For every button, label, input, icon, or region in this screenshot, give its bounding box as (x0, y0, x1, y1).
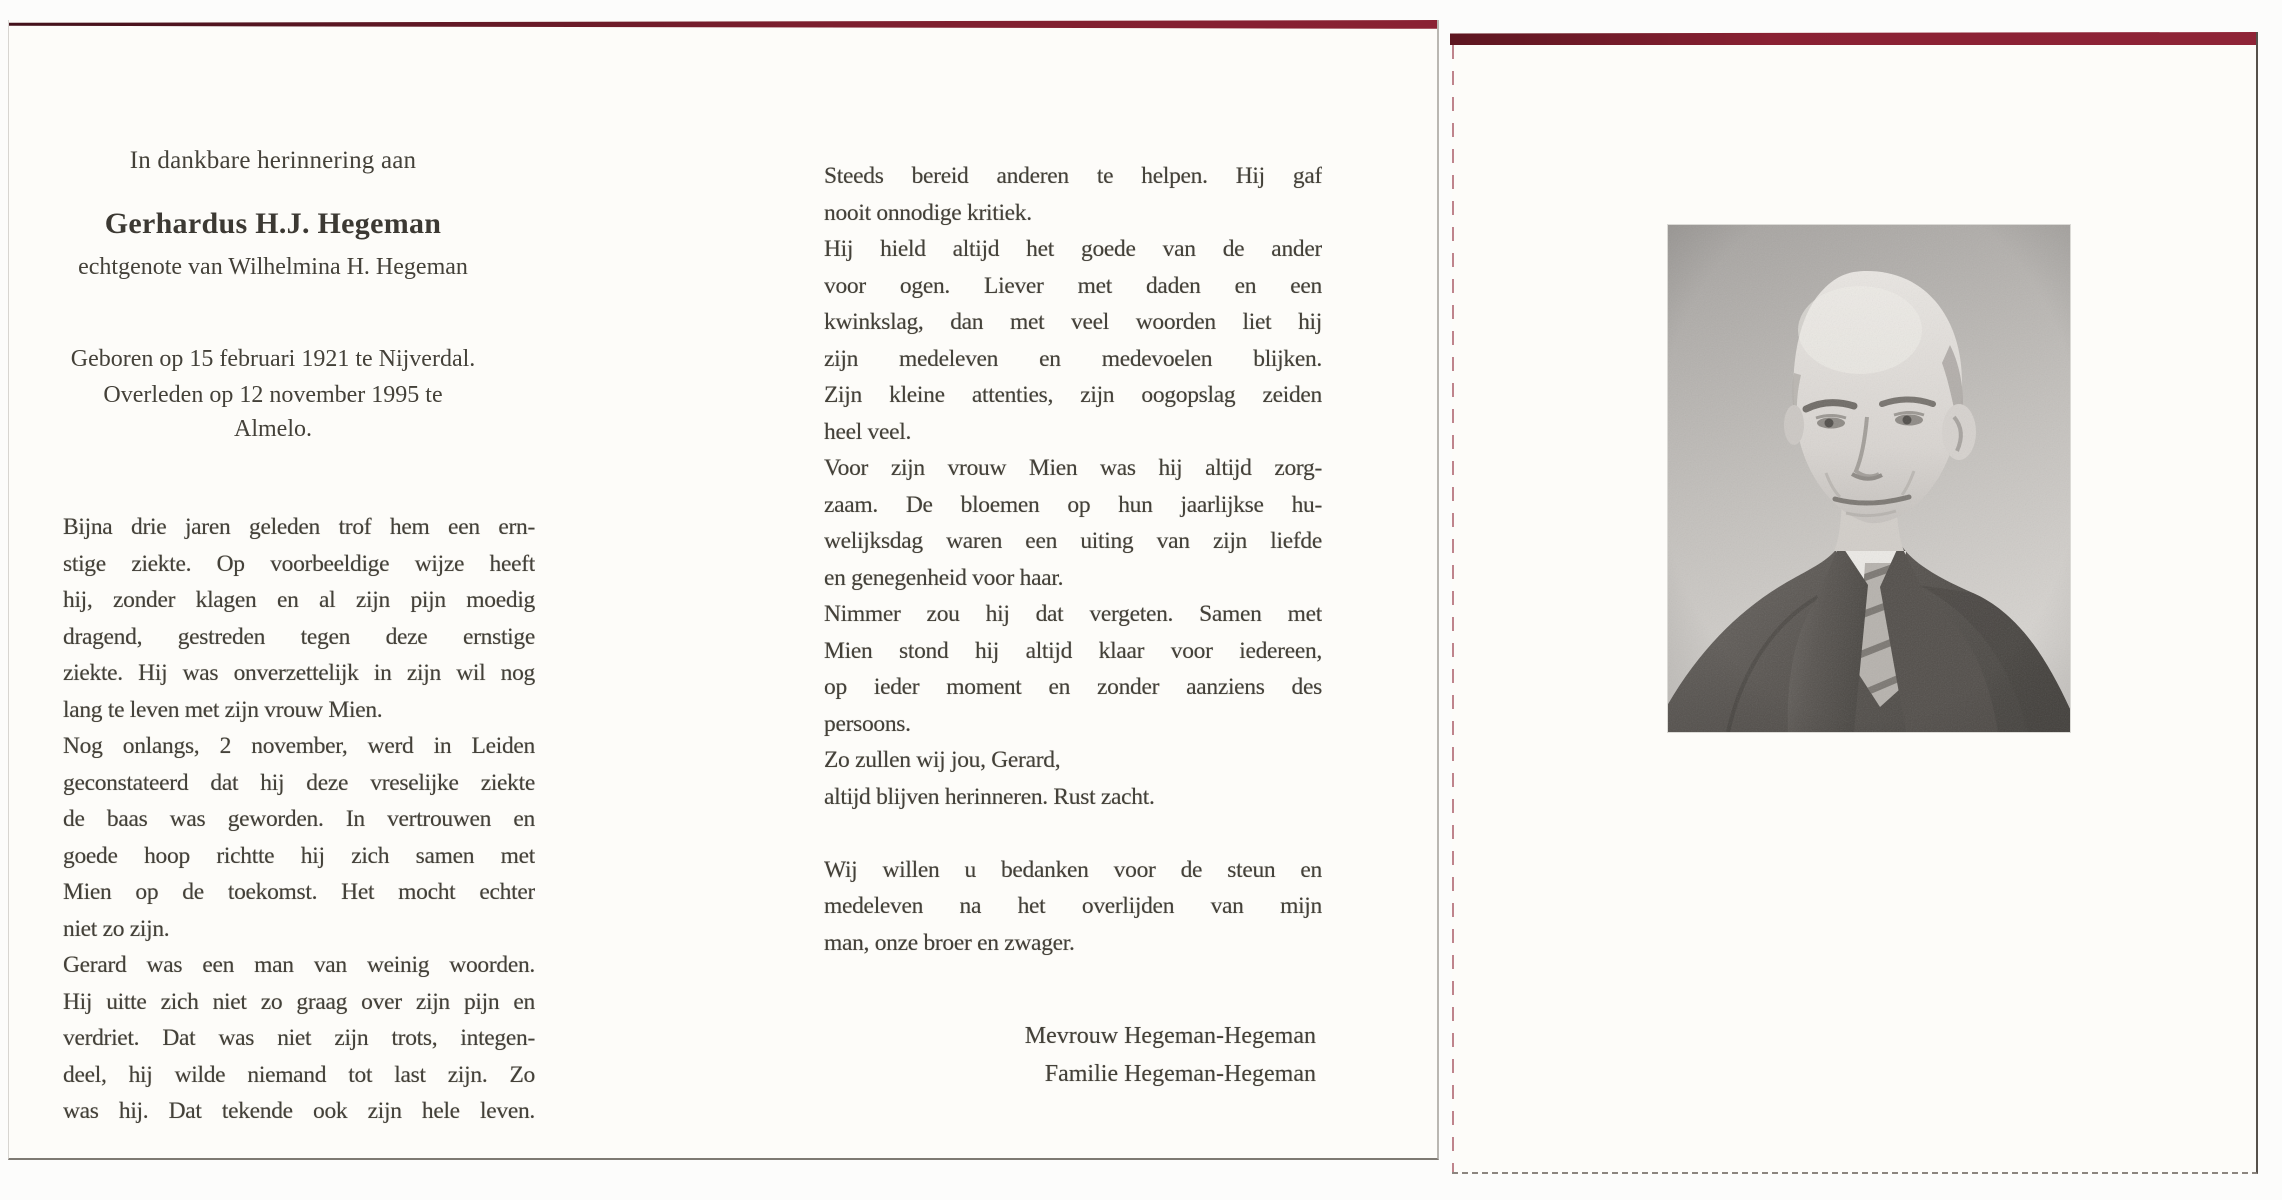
right-page (1452, 32, 2258, 1174)
text-line: Voor zijn vrouw Mien was hij altijd zorg- (824, 455, 1322, 481)
card-header (63, 146, 483, 446)
text-line: goede hoop richtte hij zich samen met (63, 842, 535, 869)
text-line: ziekte. Hij was onverzettelijk in zijn wil nog (63, 660, 535, 686)
text-line (824, 815, 1322, 852)
death-line: Overleden op 12 november 1995 te Almelo. (103, 382, 443, 442)
text-line: welijksdag waren een uiting van zijn liefde (824, 528, 1322, 554)
text-line: Wij willen u bedanken voor de steun en (824, 856, 1322, 883)
text-line: Zijn kleine attenties, zijn oogopslag zeiden (824, 382, 1322, 408)
text-line: persoons. (824, 710, 911, 737)
signature-line: Mevrouw Hegeman-Hegeman (1024, 1023, 1316, 1049)
left-page (8, 20, 1439, 1160)
text-line: Nimmer zou hij dat vergeten. Samen met (824, 601, 1322, 627)
text-line: verdriet. Dat was niet zijn trots, integen- (63, 1025, 535, 1051)
text-line: Nog onlangs, 2 november, werd in Leiden (63, 733, 535, 759)
relation-line: echtgenote van Wilhelmina H. Hegeman (78, 254, 468, 280)
text-line: en genegenheid voor haar. (824, 564, 1064, 591)
text-line: Zo zullen wij jou, Gerard, (824, 747, 1061, 773)
text-line: kwinkslag, dan met veel woorden liet hij (824, 309, 1322, 335)
text-line: Hij uitte zich niet zo graag over zijn pijn en (63, 988, 535, 1015)
text-line: zaam. De bloemen op hun jaarlijkse hu- (824, 491, 1322, 518)
text-column-1 (63, 146, 535, 1130)
text-column-2 (824, 158, 1322, 1093)
text-line: geconstateerd dat hij deze vreselijke ziekte (63, 769, 535, 796)
text-line: altijd blijven herinneren. Rust zacht. (824, 783, 1155, 810)
portrait-illustration (1668, 225, 2070, 732)
text-line: stige ziekte. Op voorbeeldige wijze heeft (63, 550, 535, 577)
text-line: man, onze broer en zwager. (824, 929, 1075, 956)
text-line: Mien stond hij altijd klaar voor iedereen, (824, 637, 1322, 664)
text-line: heel veel. (824, 418, 912, 445)
text-line: dragend, gestreden tegen deze ernstige (63, 623, 535, 650)
memorial-text-column-1 (63, 509, 535, 1130)
text-line: nooit onnodige kritiek. (824, 199, 1032, 226)
text-line: Steeds bereid anderen te helpen. Hij gaf (824, 163, 1322, 189)
text-line: de baas was geworden. In vertrouwen en (63, 806, 535, 832)
text-line: Bijna drie jaren geleden trof hem een ern- (63, 514, 535, 540)
text-line: lang te leven met zijn vrouw Mien. (63, 696, 383, 723)
closing-signatures (824, 1017, 1322, 1093)
text-line: voor ogen. Liever met daden en een (824, 272, 1322, 299)
card-red-left-edge (1452, 45, 1454, 1172)
text-line: zijn medeleven en medevoelen blijken. (824, 345, 1322, 372)
text-line: hij, zonder klagen en al zijn pijn moedig (63, 587, 535, 613)
birth-line: Geboren op 15 februari 1921 te Nijverdal. (70, 346, 476, 372)
card-red-top-edge (1450, 32, 2256, 45)
text-line: medeleven na het overlijden van mijn (824, 893, 1322, 919)
signature-line: Familie Hegeman-Hegeman (1044, 1061, 1316, 1087)
text-line: op ieder moment en zonder aanziens des (824, 674, 1322, 700)
deceased-name: Gerhardus H.J. Hegeman (104, 207, 442, 240)
memorial-text-column-2 (824, 158, 1322, 961)
text-line: niet zo zijn. (63, 915, 170, 942)
text-line: Mien op de toekomst. Het mocht echter (63, 879, 535, 905)
card-red-top-edge (9, 20, 1437, 30)
text-line: Hij hield altijd het goede van de ander (824, 236, 1322, 262)
text-line: deel, hij wilde niemand tot last zijn. Zo (63, 1061, 535, 1088)
text-line: Gerard was een man van weinig woorden. (63, 952, 535, 978)
text-line: was hij. Dat tekende ook zijn hele leven. (63, 1098, 535, 1124)
portrait-photo (1668, 225, 2070, 732)
intro-line: In dankbare herinnering aan (129, 147, 417, 174)
